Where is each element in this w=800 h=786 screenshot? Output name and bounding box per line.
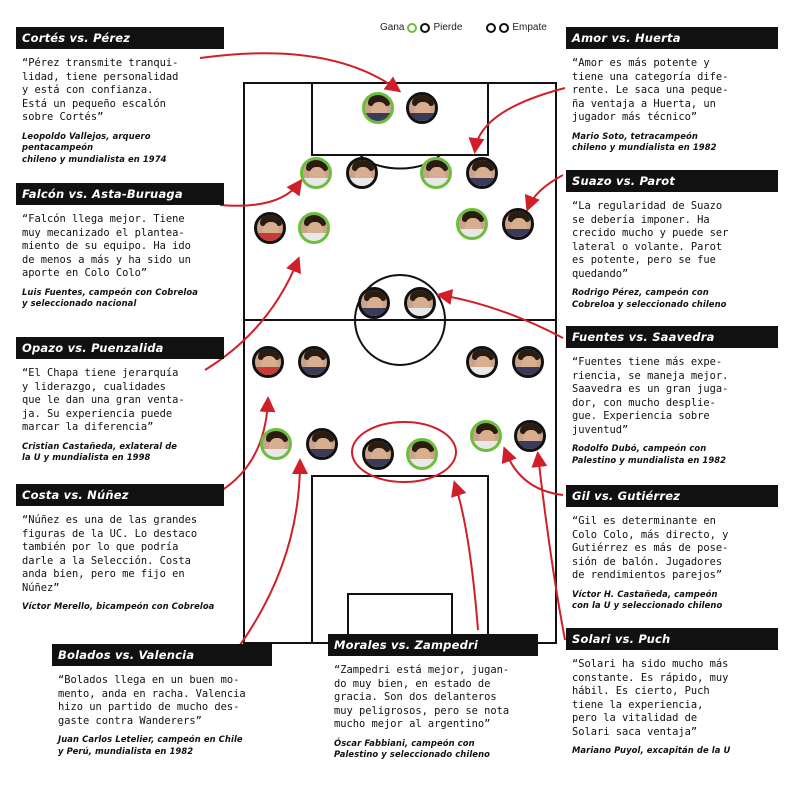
card-attribution: Rodrigo Pérez, campeón con Cobreloa y seleccionado chileno bbox=[572, 287, 727, 309]
player-portrait-fuentes-left bbox=[358, 287, 390, 319]
card-quote: “Zampedri está mejor, jugan- do muy bien, en estado de gracia. Son dos delanteros muy peligrosos, pero se nota mucho mejor al argentino” bbox=[334, 664, 510, 730]
bottom-penalty-box bbox=[312, 476, 488, 643]
card-title: Morales vs. Zampedri bbox=[328, 634, 538, 656]
player-portrait-opazo-left bbox=[254, 212, 286, 244]
card-attribution: Luis Fuentes, campeón con Cobreloa y seleccionado nacional bbox=[22, 286, 198, 308]
arrow-bolados bbox=[240, 462, 300, 645]
card-title: Fuentes vs. Saavedra bbox=[566, 326, 778, 348]
card-quote: “Pérez transmite tranqui- lidad, tiene personalidad y está con confianza. Está un pequeño escalón sobre Cortés” bbox=[22, 57, 179, 123]
player-portrait-solari-right bbox=[514, 420, 546, 452]
player-portrait-morales-right bbox=[406, 438, 438, 470]
card-costa bbox=[16, 484, 224, 613]
arrow-falcon bbox=[220, 182, 300, 206]
card-quote: “Falcón llega mejor. Tiene muy mecanizado el plantea- miento de su equipo. Ha ido de menos a más y ha sido un aporte en Colo Colo” bbox=[22, 213, 191, 279]
player-portrait-cortes-left bbox=[362, 92, 394, 124]
card-falcon bbox=[16, 183, 224, 310]
card-fuentes bbox=[566, 326, 778, 466]
player-portrait-cortes-right bbox=[406, 92, 438, 124]
player-portrait-bolados-right bbox=[306, 428, 338, 460]
card-quote: “Solari ha sido mucho más constante. Es rápido, muy hábil. Es cierto, Puch tiene la experiencia, pero la vitalidad de Solari saca ventaja” bbox=[572, 658, 729, 738]
player-portrait-falcon-right bbox=[346, 157, 378, 189]
card-attribution: Víctor H. Castañeda, campeón con la U y seleccionado chileno bbox=[572, 588, 723, 610]
arrow-morales bbox=[455, 484, 478, 630]
card-solari bbox=[566, 628, 778, 757]
arrow-suazo bbox=[528, 175, 563, 208]
pitch-border bbox=[244, 83, 556, 643]
arrow-fuentes bbox=[440, 295, 563, 338]
card-attribution: Mariano Puyol, excapitán de la U bbox=[572, 745, 731, 755]
card-attribution: Víctor Merello, bicampeón con Cobreloa bbox=[22, 601, 215, 611]
card-quote: “Bolados llega en un buen mo- mento, anda en racha. Valencia hizo un partido de mucho des- gaste contra Wanderers” bbox=[58, 674, 246, 727]
player-portrait-bolados-left bbox=[260, 428, 292, 460]
arrows bbox=[200, 53, 565, 645]
card-quote: “Gil es determinante en Colo Colo, más directo, y Gutiérrez es más de pose- sión de balón. Jugadores de rendimientos parejos” bbox=[572, 515, 729, 581]
card-title: Amor vs. Huerta bbox=[566, 27, 778, 49]
card-quote: “La regularidad de Suazo se debería imponer. Ha crecido mucho y puede ser lateral o volante. Parot es potente, pero se fue quedando” bbox=[572, 200, 729, 280]
player-portrait-costa-left bbox=[252, 346, 284, 378]
card-bolados bbox=[52, 644, 272, 757]
card-title: Solari vs. Puch bbox=[566, 628, 778, 650]
arrow-cortes bbox=[200, 53, 398, 90]
card-title: Costa vs. Núñez bbox=[16, 484, 224, 506]
card-title: Opazo vs. Puenzalida bbox=[16, 337, 224, 359]
legend-lose-label: Pierde bbox=[433, 22, 463, 33]
card-suazo bbox=[566, 170, 778, 310]
player-portrait-falcon-left bbox=[300, 157, 332, 189]
card-attribution: Óscar Fabbiani, campeón con Palestino y seleccionado chileno bbox=[334, 737, 490, 759]
card-quote: “El Chapa tiene jerarquía y liderazgo, cualidades que le dan una gran venta- ja. Su experiencia puede marcar la diferencia” bbox=[22, 367, 185, 433]
card-attribution: Juan Carlos Letelier, campeón en Chile y Perú, mundialista en 1982 bbox=[58, 734, 243, 756]
card-opazo bbox=[16, 337, 224, 464]
arrow-gil bbox=[505, 450, 563, 495]
card-attribution: Mario Soto, tetracampeón chileno y mundialista en 1982 bbox=[572, 130, 717, 152]
player-portrait-fuentes-right bbox=[404, 287, 436, 319]
arrow-solari bbox=[538, 455, 565, 640]
player-portrait-amor-right bbox=[466, 157, 498, 189]
card-attribution: Rodolfo Dubó, campeón con Palestino y mundialista en 1982 bbox=[572, 443, 727, 465]
player-portrait-gil-right bbox=[512, 346, 544, 378]
card-morales bbox=[328, 634, 538, 761]
legend-draw-label: Empate bbox=[512, 22, 547, 33]
legend-win-label: Gana bbox=[380, 22, 405, 33]
card-attribution: Leopoldo Vallejos, arquero pentacampeón chileno y mundialista en 1974 bbox=[22, 130, 167, 164]
card-title: Bolados vs. Valencia bbox=[52, 644, 272, 666]
card-gil bbox=[566, 485, 778, 612]
top-penalty-box bbox=[312, 83, 488, 155]
player-portrait-opazo-right bbox=[298, 212, 330, 244]
player-portrait-solari-left bbox=[470, 420, 502, 452]
card-attribution: Cristian Castañeda, exlateral de la U y mundialista en 1998 bbox=[22, 440, 178, 462]
player-portrait-costa-right bbox=[298, 346, 330, 378]
card-title: Cortés vs. Pérez bbox=[16, 27, 224, 49]
card-quote: “Amor es más potente y tiene una categoría dife- rente. Le saca una peque- ña ventaja a Huerta, un jugador más técnico” bbox=[572, 57, 729, 123]
player-portrait-morales-left bbox=[362, 438, 394, 470]
player-portrait-amor-left bbox=[420, 157, 452, 189]
card-cortes bbox=[16, 27, 224, 165]
player-portrait-suazo-right bbox=[502, 208, 534, 240]
card-title: Falcón vs. Asta-Buruaga bbox=[16, 183, 224, 205]
card-quote: “Fuentes tiene más expe- riencia, se maneja mejor. Saavedra es un gran juga- dor, con mucho desplie- gue. Experiencia sobre juventud” bbox=[572, 356, 729, 436]
card-title: Suazo vs. Parot bbox=[566, 170, 778, 192]
card-amor bbox=[566, 27, 778, 154]
card-quote: “Núñez es una de las grandes figuras de la UC. Lo destaco también por lo que podría darle a la Selección. Costa anda bien, pero me fijo en Núñez” bbox=[22, 514, 198, 594]
player-portrait-gil-left bbox=[466, 346, 498, 378]
player-portrait-suazo-left bbox=[456, 208, 488, 240]
card-title: Gil vs. Gutiérrez bbox=[566, 485, 778, 507]
pitch-lines bbox=[244, 83, 556, 643]
